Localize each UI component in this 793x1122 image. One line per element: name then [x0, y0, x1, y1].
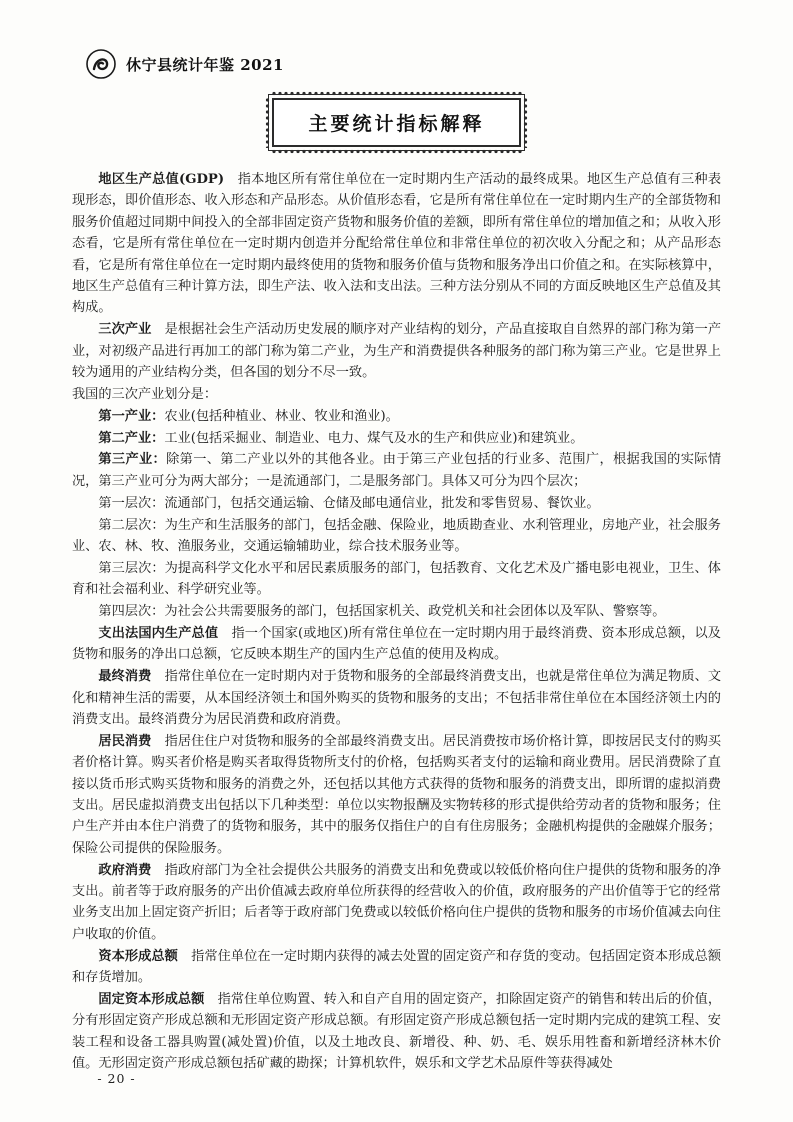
paragraph-division-intro [72, 384, 721, 405]
term-text: 农业(包括种植业、林业、牧业和渔业)。 [164, 408, 399, 424]
page-number: - 20 - [97, 1071, 136, 1086]
paragraph-primary-industry [72, 406, 721, 427]
term-text: 指本地区所有常住单位在一定时期内生产活动的最终成果。地区生产总值有三种表现形态，即价值形态、收入形态和产品形态。从价值形态看，它是所有常住单位在一定时期内生产的全部货物和服务价值超过同期中间投入的全部非固定资产货物和服务价值的差额，即所有常住单位的增加值之和；从收入形态看，它是所有常住单位在一定时期内创造并分配给常住单位和非常住单位的初次收入分配之和；从产品形态看，它是所有常住单位在一定时期内最终使用的货物和服务价值与货物和服务净出口价值之和。在实际核算中，地区生产总值有三种计算方法，即生产法、收入法和支出法。三种方法分别从不同的方面反映地区生产总值及其构成。 [72, 172, 722, 316]
term-text: 指常住单位在一定时期内获得的减去处置的固定资产和存货的变动。包括固定资本形成总额和存货增加。 [72, 948, 722, 985]
swirl-logo-icon [86, 49, 116, 79]
term-text: 指常住单位在一定时期内对于货物和服务的全部最终消费支出，也就是常住单位为满足物质、文化和精神生活的需要，从本国经济领土和国外购买的货物和服务的支出；不包括非常住单位在本国经济领土内的消费支出。最终消费分为居民消费和政府消费。 [72, 669, 722, 727]
term-text: 第二层次：为生产和生活服务的部门，包括金融、保险业，地质勘查业、水利管理业，房地产业，社会服务业、农、林、牧、渔服务业，交通运输辅助业，综合技术服务业等。 [72, 517, 721, 554]
term-label: 支出法国内生产总值 [98, 625, 219, 641]
term-label: 三次产业 [98, 322, 152, 338]
paragraph-secondary-industry [72, 428, 721, 449]
document-body [72, 169, 721, 1074]
title-border-right [523, 97, 528, 148]
paragraph-gdp [72, 169, 721, 319]
term-label: 最终消费 [98, 669, 152, 685]
term-text: 第四层次：为社会公共需要服务的部门，包括国家机关、政党机关和社会团体以及军队、警察等。 [98, 604, 666, 619]
title-border-left [265, 97, 270, 148]
term-label: 固定资本形成总额 [98, 991, 205, 1007]
term-text: 第三层次：为提高科学文化水平和居民素质服务的部门，包括教育、文化艺术及广播电影电视业，卫生、体育和社会福利业、科学研究业等。 [72, 560, 721, 598]
page-footer [0, 1071, 793, 1086]
paragraph-government-consumption [72, 860, 721, 946]
term-text: 指常住单位购置、转入和自产自用的固定资产，扣除固定资产的销售和转出后的价值，分有形固定资产形成总额和无形固定资产形成总额。有形固定资产形成总额包括一定时期内完成的建筑工程、安装工程和设备工器具购置(减处置)价值，以及土地改良、新增役、种、奶、毛、娱乐用牲畜和新增经济林木价值。无形固定资产形成总额包括矿藏的勘探；计算机软件，娱乐和文学艺术品原件等获得减处 [72, 991, 722, 1071]
term-text: 指居住住户对货物和服务的全部最终消费支出。居民消费按市场价格计算，即按居民支付的购买者价格计算。购买者价格是购买者取得货物所支付的价格，包括购买者支付的运输和商业费用。居民消费除了直接以货币形式购买货物和服务的消费之外，还包括以其他方式获得的货物和服务的消费支出，即所谓的虚拟消费支出。居民虚拟消费支出包括以下几种类型：单位以实物报酬及实物转移的形式提供给劳动者的货物和服务；住户生产并由本住户消费了的货物和服务，其中的服务仅指住户的自有住房服务；金融机构提供的金融媒介服务；保险公司提供的保险服务。 [72, 733, 722, 856]
term-text: 我国的三次产业划分是： [72, 386, 218, 402]
paragraph-layer-2 [72, 515, 721, 558]
paragraph-layer-3 [72, 558, 721, 601]
page-header [86, 44, 721, 84]
section-title-box [272, 98, 520, 147]
paragraph-fixed-capital-formation [72, 989, 721, 1075]
paragraph-final-consumption [72, 666, 721, 730]
term-label: 第一产业： [98, 408, 165, 424]
term-label: 资本形成总额 [98, 948, 178, 964]
term-text: 第一层次：流通部门，包括交通运输、仓储及邮电通信业，批发和零售贸易、餐饮业。 [98, 495, 600, 511]
page-title: 主要统计指标解释 [308, 113, 485, 135]
paragraph-capital-formation [72, 946, 721, 989]
paragraph-layer-1 [72, 493, 721, 514]
term-label: 政府消费 [98, 862, 152, 878]
term-label: 第二产业： [98, 430, 165, 446]
term-text: 除第一、第二产业以外的其他各业。由于第三产业包括的行业多、范围广，根据我国的实际情况，第三产业可分为两大部分；一是流通部门，二是服务部门。具体又可分为四个层次； [72, 452, 722, 489]
paragraph-layer-4 [72, 601, 721, 622]
term-text: 指政府部门为全社会提供公共服务的消费支出和免费或以较低价格向住户提供的货物和服务的净支出。前者等于政府服务的产出价值减去政府单位所获得的经营收入的价值，政府服务的产出价值等于它的经常业务支出加上固定资产折旧；后者等于政府部门免费或以较低价格向住户提供的货物和服务的市场价值减去向住户收取的价值。 [72, 862, 722, 942]
term-label: 地区生产总值(GDP) [98, 172, 225, 187]
book-title: 休宁县统计年鉴 2021 [126, 55, 284, 74]
term-text: 是根据社会生产活动历史发展的顺序对产业结构的划分，产品直接取自自然界的部门称为第一产业，对初级产品进行再加工的部门称为第二产业，为生产和消费提供各种服务的部门称为第三产业。它是世界上较为通用的产业结构分类，但各国的划分不尽一致。 [72, 322, 722, 380]
paragraph-three-industries [72, 319, 721, 383]
paragraph-expenditure-gdp [72, 623, 721, 666]
term-label: 第三产业： [98, 452, 167, 468]
paragraph-tertiary-industry [72, 449, 721, 492]
paragraph-household-consumption [72, 731, 721, 859]
term-text: 工业(包括采掘业、制造业、电力、煤气及水的生产和供应业)和建筑业。 [164, 430, 584, 446]
term-label: 居民消费 [98, 733, 152, 749]
section-title-wrapper [72, 98, 721, 147]
term-text: 指一个国家(或地区)所有常住单位在一定时期内用于最终消费、资本形成总额，以及货物和服务的净出口总额，它反映本期生产的国内生产总值的使用及构成。 [72, 625, 721, 663]
